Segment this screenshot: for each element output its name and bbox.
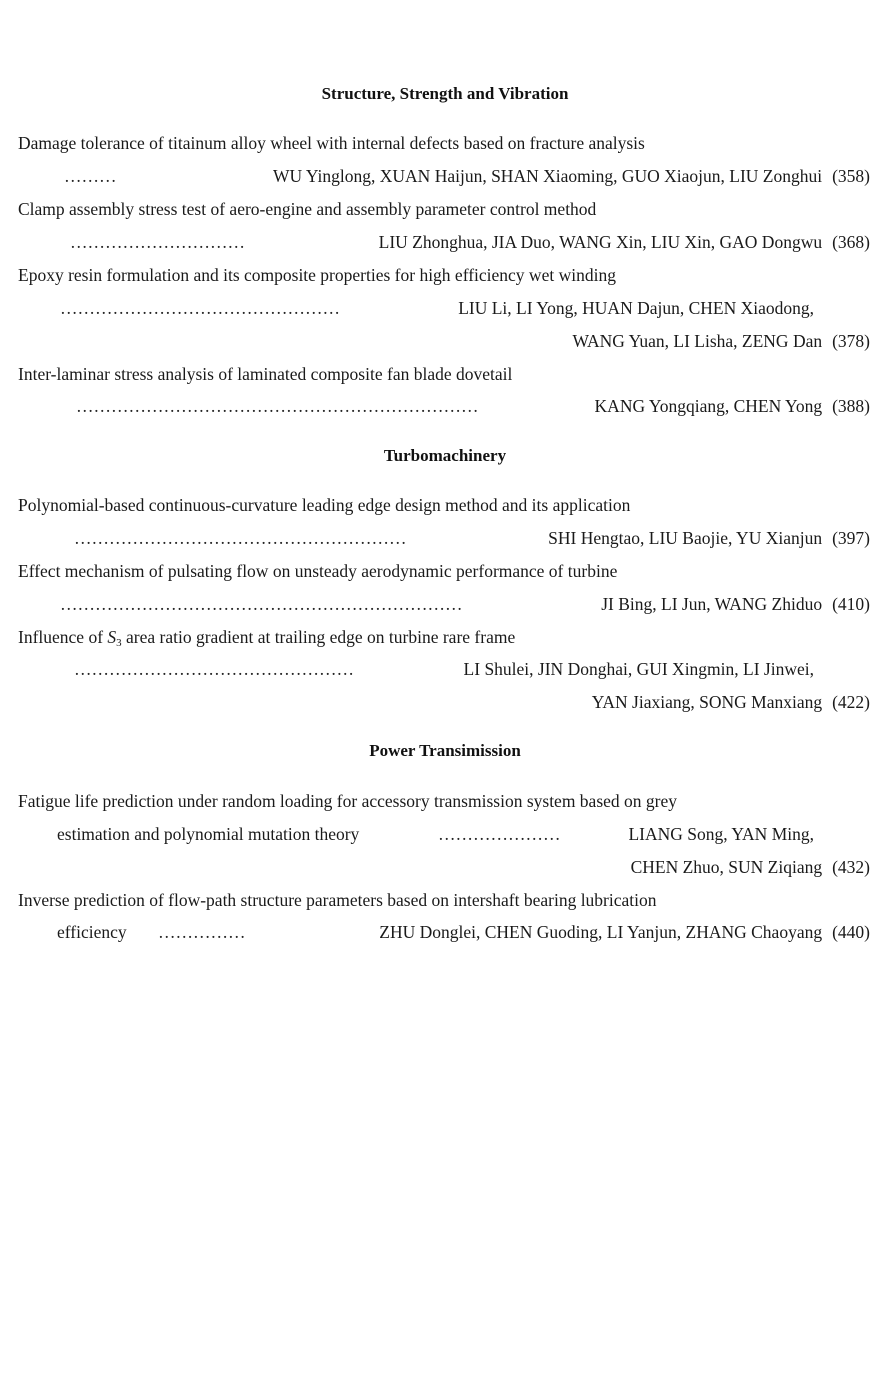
article-authors-line [458, 296, 814, 320]
article-title: Epoxy resin formulation and its composite properties for high efficiency wet winding [18, 265, 616, 285]
article-title-subscript: 3 [116, 637, 122, 649]
article-authors: ZHU Donglei, CHEN Guoding, LI Yanjun, ZHANG Chaoyang [379, 922, 823, 942]
article-page: (432) [832, 857, 870, 877]
article-title-pre: Influence of [18, 627, 108, 647]
dot-leader: ………………………………………… [74, 659, 354, 679]
article-authors-line [379, 230, 870, 254]
article-page: (440) [832, 922, 870, 942]
article-authors: YAN Jiaxiang, SONG Manxiang [591, 692, 823, 712]
article-authors: KANG Yongqiang, CHEN Yong [594, 396, 823, 416]
article-title: Clamp assembly stress test of aero-engine and assembly parameter control method [18, 199, 597, 219]
article-page: (410) [832, 594, 870, 614]
article-authors-line [601, 592, 870, 616]
dot-leader: ………………………… [70, 232, 245, 252]
dot-leader: …………… [158, 922, 246, 942]
section-title-power-transmission: Power Transimission [369, 741, 521, 760]
article-title: Fatigue life prediction under random loading for accessory transmission system based on grey [18, 791, 678, 811]
section-title-structure: Structure, Strength and Vibration [321, 84, 569, 103]
article-title-continued: efficiency [57, 922, 127, 942]
dot-leader: ………………………………………… [60, 298, 340, 318]
article-authors: LI Shulei, JIN Donghai, GUI Xingmin, LI Jinwei, [463, 659, 814, 679]
dot-leader: …………………………………………………………… [60, 594, 463, 614]
article-page: (397) [832, 528, 870, 548]
article-authors-line [273, 164, 870, 188]
article-page: (378) [832, 331, 870, 351]
dot-leader: …………………………………………………………… [76, 396, 479, 416]
article-title-post: area ratio gradient at trailing edge on turbine rare frame [121, 627, 516, 647]
article-title: Damage tolerance of titainum alloy wheel with internal defects based on fracture analysis [18, 133, 645, 153]
dot-leader: ………………………………………………… [74, 528, 407, 548]
article-page: (388) [832, 396, 870, 416]
article-authors: JI Bing, LI Jun, WANG Zhiduo [601, 594, 823, 614]
article-title: Inter-laminar stress analysis of laminated composite fan blade dovetail [18, 364, 513, 384]
dot-leader: ………………… [438, 824, 561, 844]
article-authors-line [595, 394, 870, 418]
article-authors: LIU Li, LI Yong, HUAN Dajun, CHEN Xiaodong, [458, 298, 814, 318]
article-authors-line [379, 920, 870, 944]
article-page: (422) [832, 692, 870, 712]
article-authors: WANG Yuan, LI Lisha, ZENG Dan [572, 331, 823, 351]
article-page: (368) [832, 232, 870, 252]
article-title-continued: estimation and polynomial mutation theory [57, 824, 360, 844]
dot-leader: ……… [64, 166, 117, 186]
article-authors: CHEN Zhuo, SUN Ziqiang [630, 857, 823, 877]
section-title-turbomachinery: Turbomachinery [383, 446, 507, 465]
article-page: (358) [832, 166, 870, 186]
article-authors-line [464, 657, 814, 681]
article-title: Polynomial-based continuous-curvature leading edge design method and its application [18, 495, 631, 515]
article-authors-line-2 [572, 329, 870, 353]
article-authors: SHI Hengtao, LIU Baojie, YU Xianjun [548, 528, 823, 548]
article-authors-line-2 [631, 855, 870, 879]
article-title-variable: S [107, 627, 117, 647]
article-authors: WU Yinglong, XUAN Haijun, SHAN Xiaoming, GUO Xiaojun, LIU Zonghui [272, 166, 823, 186]
article-authors: LIANG Song, YAN Ming, [628, 824, 814, 844]
article-authors: LIU Zhonghua, JIA Duo, WANG Xin, LIU Xin, GAO Dongwu [378, 232, 823, 252]
article-title: Inverse prediction of flow-path structure parameters based on intershaft bearing lubrication [18, 890, 657, 910]
article-title: Effect mechanism of pulsating flow on unsteady aerodynamic performance of turbine [18, 561, 618, 581]
article-authors-line [628, 822, 814, 846]
article-authors-line-2 [592, 690, 870, 714]
article-authors-line [548, 526, 870, 550]
article-title [18, 625, 515, 649]
